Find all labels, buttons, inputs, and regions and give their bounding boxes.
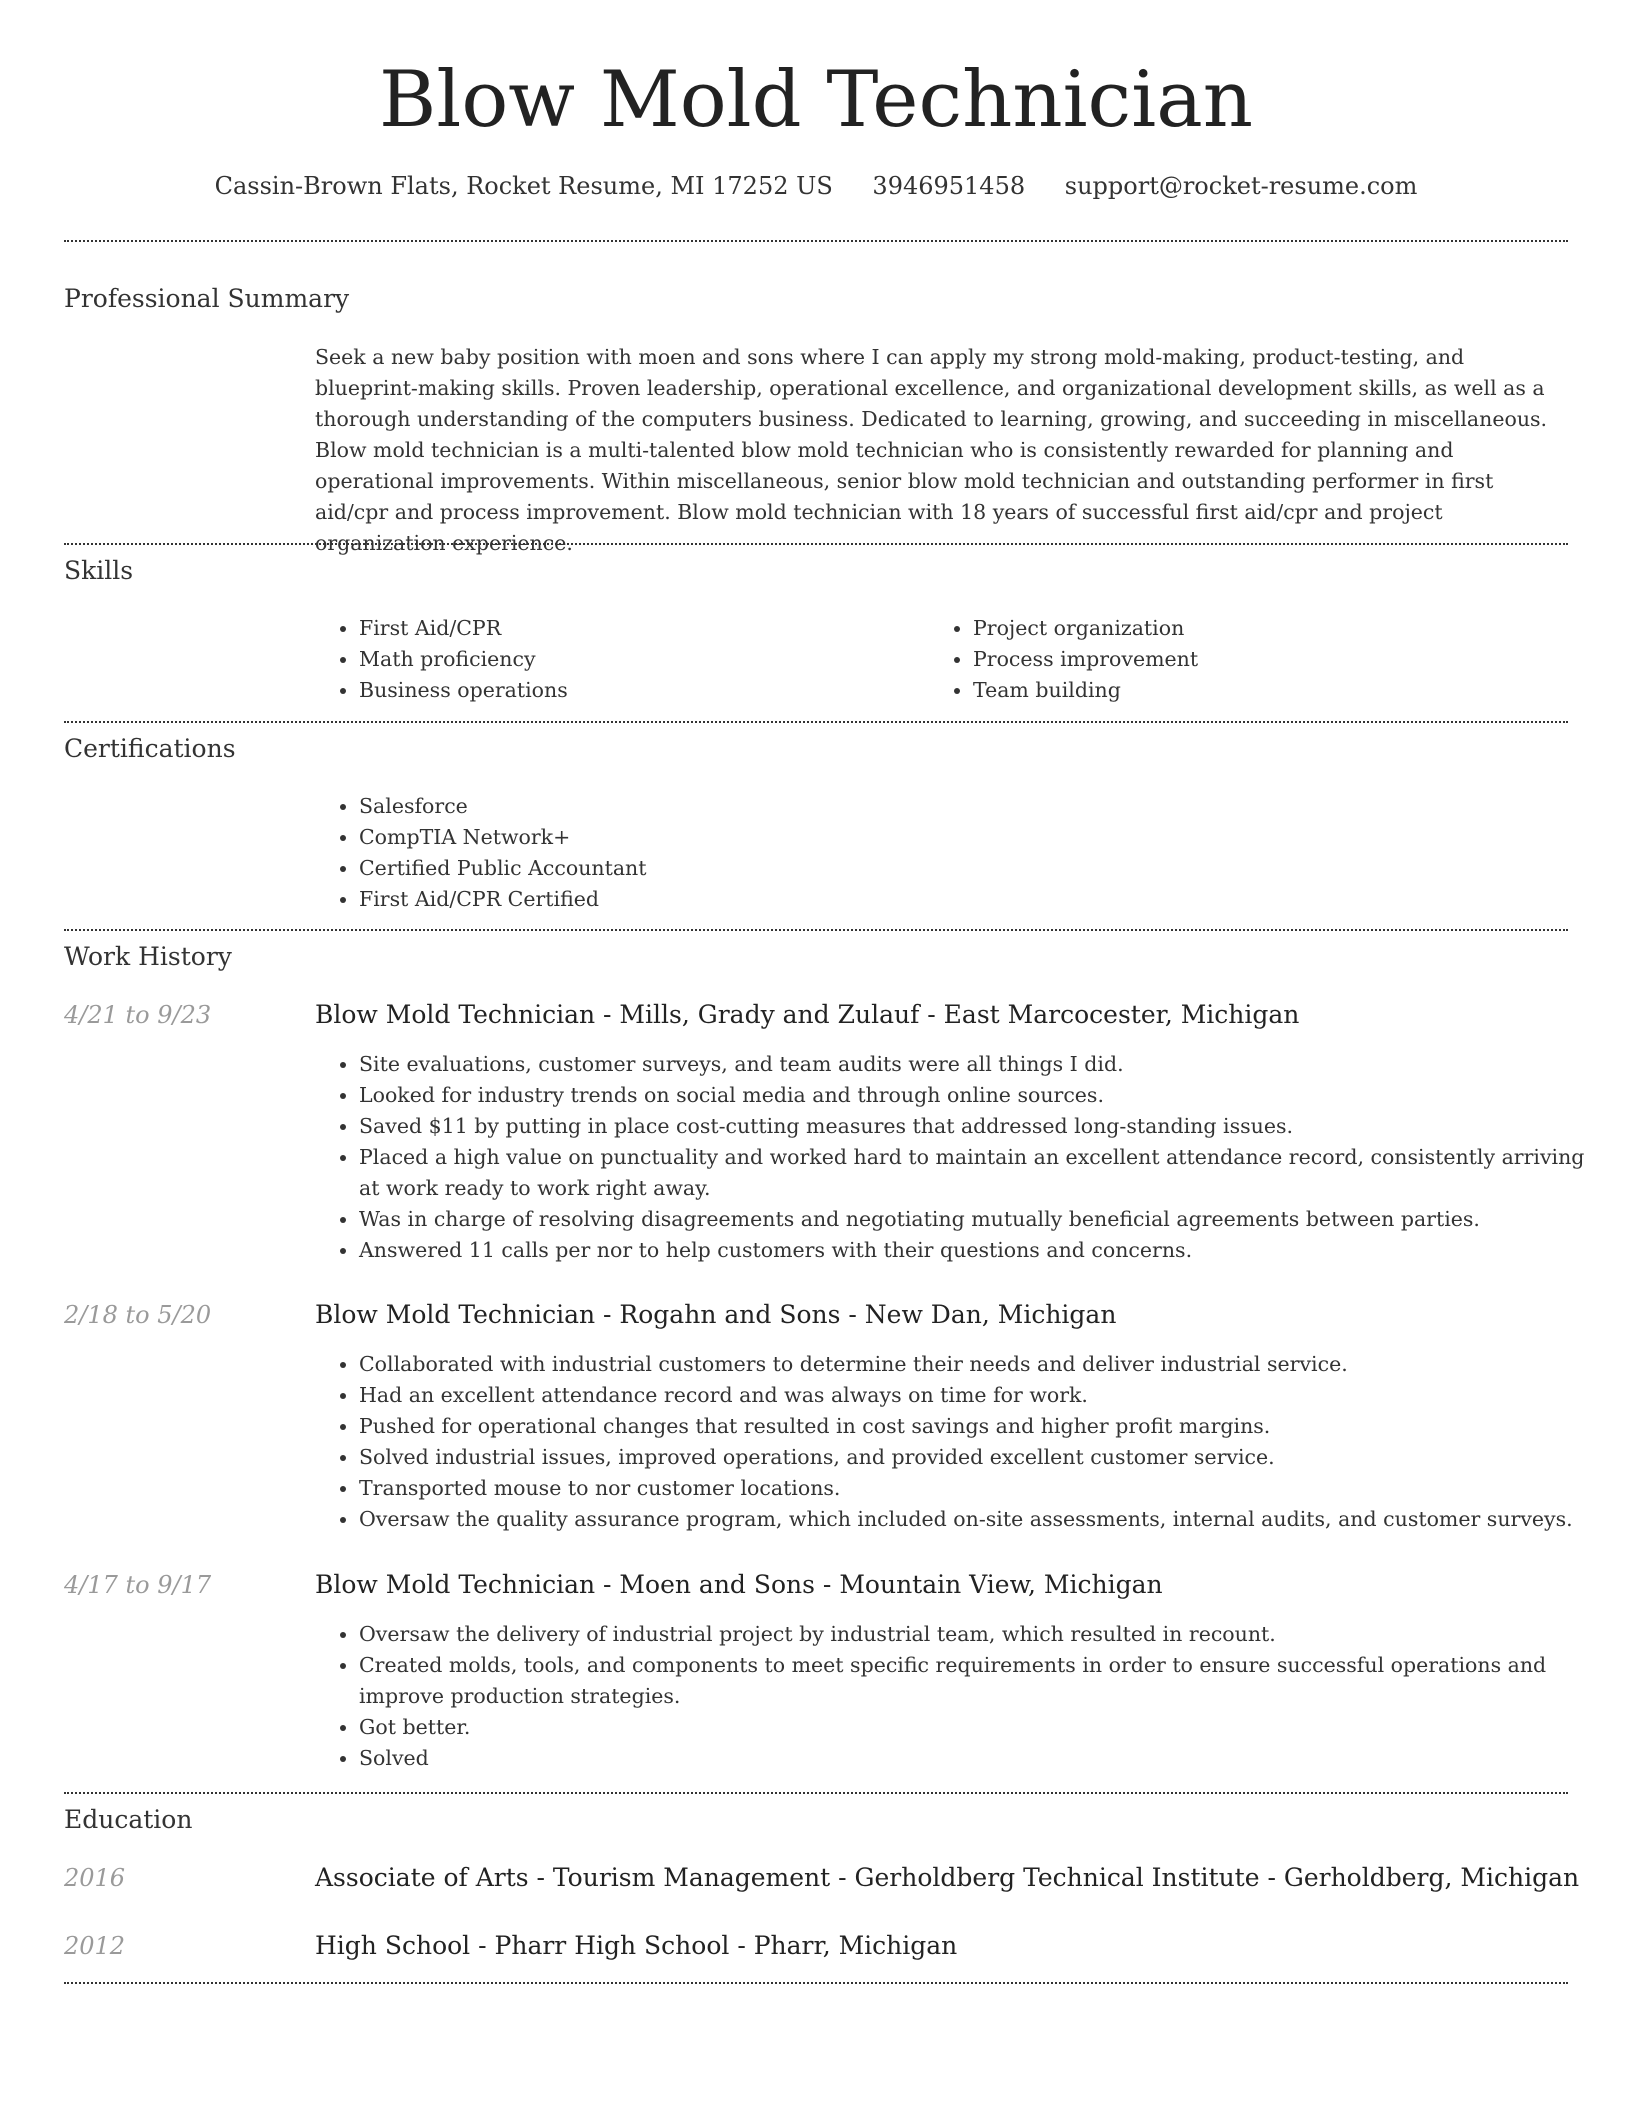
job-bullet: • Oversaw the delivery of industrial project by industrial team, which resulted in recount.	[359, 1619, 1599, 1650]
skills-list-right	[929, 613, 1533, 706]
job-bullet: • Looked for industry trends on social media and through online sources.	[359, 1080, 1599, 1111]
education-heading: Associate of Arts - Tourism Management - Gerholdberg Technical Institute - Gerholdberg, Michigan	[315, 1863, 1580, 1892]
job-bullet: • Site evaluations, customer surveys, and team audits were all things I did.	[359, 1049, 1599, 1080]
job-bullets	[315, 1049, 1599, 1266]
job-bullets	[315, 1349, 1599, 1535]
divider	[64, 1982, 1568, 1984]
contact-line	[0, 170, 1632, 202]
skill-item: • Math proficiency	[359, 644, 919, 675]
divider	[64, 721, 1568, 723]
divider	[64, 929, 1568, 931]
job-bullet: • Solved	[359, 1743, 1599, 1774]
job-heading: Blow Mold Technician - Mills, Grady and Zulauf - East Marcocester, Michigan	[315, 1000, 1300, 1029]
job-date: 2/18 to 5/20	[64, 1301, 212, 1329]
certification-item: • First Aid/CPR Certified	[359, 884, 1559, 915]
job-bullet: • Was in charge of resolving disagreements and negotiating mutually beneficial agreements between parties.	[359, 1204, 1599, 1235]
job-bullet: • Had an excellent attendance record and was always on time for work.	[359, 1380, 1599, 1411]
divider	[64, 1792, 1568, 1794]
job-bullet: • Saved $11 by putting in place cost-cutting measures that addressed long-standing issues.	[359, 1111, 1599, 1142]
job-bullet: • Placed a high value on punctuality and worked hard to maintain an excellent attendance record, consistently arriving at work ready to work right away.	[359, 1142, 1599, 1204]
summary-text: Seek a new baby position with moen and sons where I can apply my strong mold-making, product-testing, and blueprint-making skills. Proven leadership, operational excellence, and organizational development skills, as well as a thorough understanding of the computers business. Dedicated to learning, growing, and succeeding in miscellaneous. Blow mold technician is a multi-talented blow mold technician who is consistently rewarded for planning and operational improvements. Within miscellaneous, senior blow mold technician and outstanding performer in first aid/cpr and process improvement. Blow mold technician with 18 years of successful first aid/cpr and project organization experience.	[315, 345, 1548, 555]
certifications-title: Certifications	[64, 734, 236, 763]
job-bullet: • Got better.	[359, 1712, 1599, 1743]
contact-address: Cassin-Brown Flats, Rocket Resume, MI 17252 US	[214, 172, 833, 200]
job-date: 4/17 to 9/17	[64, 1571, 212, 1599]
job-bullet: • Oversaw the quality assurance program, which included on-site assessments, internal audits, and customer surveys.	[359, 1504, 1599, 1535]
job-bullet: • Collaborated with industrial customers to determine their needs and deliver industrial service.	[359, 1349, 1599, 1380]
contact-phone: 3946951458	[872, 172, 1026, 200]
certification-item: • CompTIA Network+	[359, 822, 1559, 853]
skills-list-left	[315, 613, 919, 706]
education-year: 2012	[64, 1932, 126, 1960]
summary-title: Professional Summary	[64, 284, 350, 313]
skills-title: Skills	[64, 556, 134, 585]
skill-item: • Process improvement	[973, 644, 1533, 675]
job-bullet: • Created molds, tools, and components to meet specific requirements in order to ensure successful operations and improve production strategies.	[359, 1650, 1599, 1712]
skill-item: • Project organization	[973, 613, 1533, 644]
skill-item: • First Aid/CPR	[359, 613, 919, 644]
job-date: 4/21 to 9/23	[64, 1001, 212, 1029]
work-title: Work History	[64, 942, 232, 971]
certification-item: • Salesforce	[359, 791, 1559, 822]
certification-item: • Certified Public Accountant	[359, 853, 1559, 884]
job-bullet: • Answered 11 calls per nor to help customers with their questions and concerns.	[359, 1235, 1599, 1266]
divider	[64, 543, 1568, 545]
skill-item: • Team building	[973, 675, 1533, 706]
resume-name: Blow Mold Technician	[379, 55, 1253, 145]
job-heading: Blow Mold Technician - Moen and Sons - Mountain View, Michigan	[315, 1570, 1163, 1599]
education-year: 2016	[64, 1864, 126, 1892]
skill-item: • Business operations	[359, 675, 919, 706]
divider	[64, 240, 1568, 242]
education-heading: High School - Pharr High School - Pharr, Michigan	[315, 1931, 958, 1960]
job-bullet: • Pushed for operational changes that resulted in cost savings and higher profit margins.	[359, 1411, 1599, 1442]
job-heading: Blow Mold Technician - Rogahn and Sons - New Dan, Michigan	[315, 1300, 1117, 1329]
job-bullet: • Transported mouse to nor customer locations.	[359, 1473, 1599, 1504]
contact-email: support@rocket-resume.com	[1064, 172, 1418, 200]
job-bullets	[315, 1619, 1599, 1774]
certifications-list	[315, 791, 1559, 915]
job-bullet: • Solved industrial issues, improved operations, and provided excellent customer service.	[359, 1442, 1599, 1473]
education-title: Education	[64, 1805, 193, 1834]
